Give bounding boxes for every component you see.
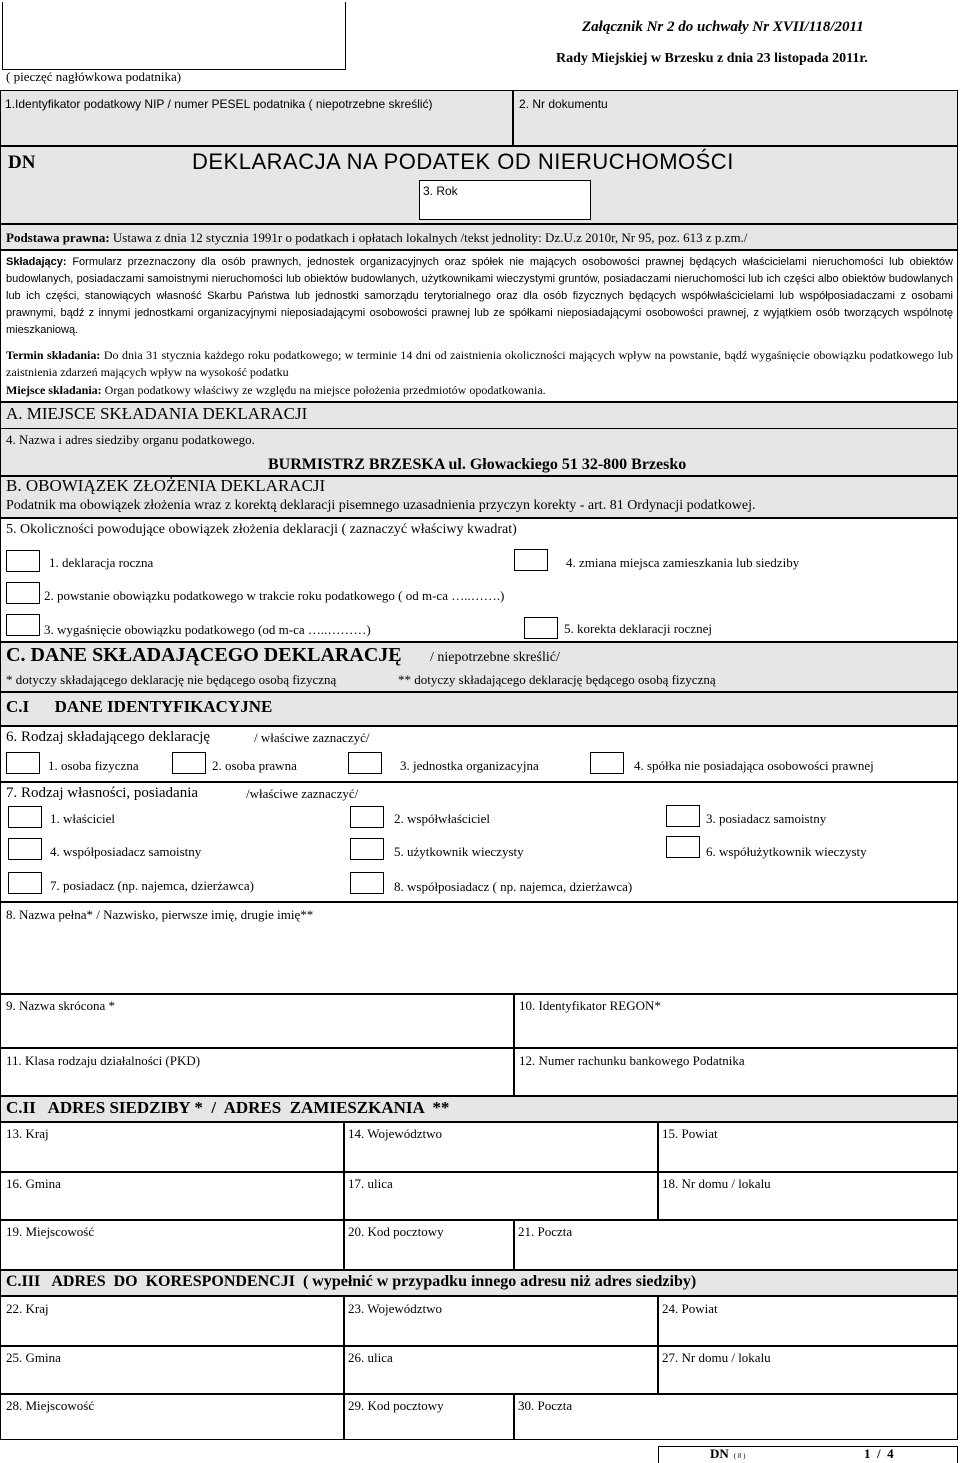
section-a-title-line — [0, 428, 958, 429]
field8-label: 8. Nazwa pełna* / Nazwisko, pierwsze imię, drugie imię** — [6, 907, 314, 922]
field25-label: 25. Gmina — [6, 1350, 61, 1365]
f7-opt6-checkbox[interactable] — [666, 836, 700, 858]
field21-post-office[interactable] — [514, 1220, 958, 1270]
field16-label: 16. Gmina — [6, 1176, 61, 1191]
year-label: 3. Rok — [423, 184, 458, 198]
option3-checkbox[interactable] — [6, 614, 40, 636]
field13-label: 13. Kraj — [6, 1126, 49, 1141]
f7-opt5-label: 5. użytkownik wieczysty — [394, 844, 524, 859]
footer-box — [658, 1446, 958, 1463]
option5-label: 5. korekta deklaracji rocznej — [564, 621, 712, 636]
footer-form-code — [710, 1446, 745, 1462]
ciii-title: C.III ADRES DO KORESPONDENCJI ( wypełnić w przypadku innego adresu niż adres siedziby) — [6, 1273, 697, 1290]
field14-label: 14. Województwo — [348, 1126, 443, 1141]
field30-label: 30. Poczta — [518, 1398, 573, 1413]
f7-opt1-checkbox[interactable] — [8, 806, 42, 828]
stamp-label: ( pieczęć nagłówkowa podatnika) — [6, 69, 182, 84]
annex-line2: Rady Miejskiej w Brzesku z dnia 23 listopada 2011r. — [556, 51, 868, 66]
field26-label: 26. ulica — [348, 1350, 393, 1365]
option3-label: 3. wygaśnięcie obowiązku podatkowego (od m-ca …..………) — [44, 622, 371, 637]
f6-opt4-label: 4. spółka nie posiadająca osobowości prawnej — [634, 758, 874, 773]
section-c-note1: * dotyczy składającego deklarację nie będącego osobą fizyczną — [6, 672, 337, 687]
f7-opt2-label: 2. współwłaściciel — [394, 811, 491, 826]
field9-label: 9. Nazwa skrócona * — [6, 998, 116, 1013]
field10-label: 10. Identyfikator REGON* — [519, 998, 661, 1013]
authority-name: BURMISTRZ BRZESKA ul. Głowackiego 51 32-800 Brzesko — [268, 456, 687, 473]
ci-title: C.I DANE IDENTYFIKACYJNE — [6, 697, 273, 716]
dn-label: DN — [8, 152, 36, 173]
cii-title: C.II ADRES SIEDZIBY * / ADRES ZAMIESZKANIA ** — [6, 1098, 450, 1117]
deadline-paragraph — [6, 347, 953, 381]
field24-label: 24. Powiat — [662, 1301, 718, 1316]
field12-label: 12. Numer rachunku bankowego Podatnika — [519, 1053, 745, 1068]
f7-opt3-checkbox[interactable] — [666, 805, 700, 827]
footer-page-number: 1 / 4 — [864, 1446, 894, 1461]
field22-country[interactable] — [0, 1296, 344, 1346]
option5-checkbox[interactable] — [524, 617, 558, 639]
field17-label: 17. ulica — [348, 1176, 393, 1191]
section-c-title-note: / niepotrzebne skreślić/ — [430, 650, 560, 665]
section-c-note2: ** dotyczy składającego deklarację będącego osobą fizyczną — [398, 672, 716, 687]
filer-paragraph — [6, 254, 953, 339]
field28-label: 28. Miejscowość — [6, 1398, 95, 1413]
deadline-bold: Termin składania: — [6, 348, 101, 362]
f6-opt3-label: 3. jednostka organizacyjna — [400, 758, 539, 773]
option2-label: 2. powstanie obowiązku podatkowego w trakcie roku podatkowego ( od m-ca …..…….) — [44, 588, 505, 603]
annex-line1: Załącznik Nr 2 do uchwały Nr XVII/118/2011 — [582, 19, 864, 35]
place-bold: Miejsce składania: — [6, 383, 102, 397]
footer-code: DN — [710, 1446, 729, 1461]
option4-label: 4. zmiana miejsca zamieszkania lub siedziby — [566, 555, 800, 570]
field7-label: 7. Rodzaj własności, posiadania — [6, 785, 199, 801]
section-a-title: A. MIEJSCE SKŁADANIA DEKLARACJI — [6, 404, 308, 423]
legal-basis-text: Ustawa z dnia 12 stycznia 1991r o podatkach i opłatach lokalnych /tekst jednolity: Dz.U.z 2010r, Nr 95, poz. 613 z p.zm./ — [109, 230, 748, 245]
filer-bold: Składający: — [6, 256, 67, 268]
field29-label: 29. Kod pocztowy — [348, 1398, 444, 1413]
option1-label: 1. deklaracja roczna — [49, 555, 154, 570]
field6-note: / właściwe zaznaczyć/ — [254, 730, 370, 745]
f6-opt4-checkbox[interactable] — [590, 752, 624, 774]
field4-label: 4. Nazwa i adres siedziby organu podatkowego. — [6, 432, 255, 447]
doc-number-label: 2. Nr dokumentu — [519, 97, 608, 111]
legal-basis-bold: Podstawa prawna: — [6, 230, 110, 245]
f6-opt3-checkbox[interactable] — [348, 752, 382, 774]
field19-label: 19. Miejscowość — [6, 1224, 95, 1239]
f7-opt1-label: 1. właściciel — [50, 811, 115, 826]
f7-opt3-label: 3. posiadacz samoistny — [706, 811, 827, 826]
field5-label: 5. Okoliczności powodujące obowiązek złożenia deklaracji ( zaznaczyć właściwy kwadrat) — [6, 522, 517, 537]
footer-code-sub: ( 8 ) — [733, 1452, 746, 1460]
place-paragraph — [6, 383, 546, 397]
f7-opt4-checkbox[interactable] — [8, 838, 42, 860]
place-text: Organ podatkowy właściwy ze względu na miejsce położenia przedmiotów opodatkowania. — [101, 383, 546, 397]
field21-label: 21. Poczta — [518, 1224, 573, 1239]
f7-opt8-label: 8. współposiadacz ( np. najemca, dzierżawca) — [394, 879, 633, 894]
field18-label: 18. Nr domu / lokalu — [662, 1176, 771, 1191]
section-b-title: B. OBOWIĄZEK ZŁOŻENIA DEKLARACJI — [6, 476, 326, 495]
legal-basis — [6, 230, 747, 246]
f7-opt6-label: 6. współużytkownik wieczysty — [706, 844, 867, 859]
field11-label: 11. Klasa rodzaju działalności (PKD) — [6, 1053, 201, 1068]
field15-label: 15. Powiat — [662, 1126, 718, 1141]
stamp-box[interactable] — [2, 2, 346, 70]
section-c-title: C. DANE SKŁADAJĄCEGO DEKLARACJĘ — [6, 644, 402, 666]
nip-pesel-label: 1.Identyfikator podatkowy NIP / numer PESEL podatnika ( niepotrzebne skreślić) — [5, 97, 433, 111]
section-b-note: Podatnik ma obowiązek złożenia wraz z korektą deklaracji pisemnego uzasadnienia przyczyn korekty - art. 81 Ordynacji podatkowej. — [6, 498, 756, 513]
filer-text: Formularz przeznaczony dla osób prawnych, jednostek organizacyjnych oraz spółek nie mających osobowości prawnej będących właścicielami nieruchomości lub obiektów budowlanych, posiadaczami samoistnymi nieruchomości lub obiektów budowlanych, użytkownikami wieczystymi gruntów, posiadaczami nieruchomości lub ich części albo obiektów budowlanych lub ich części, stanowiących własność Skarbu Państwa lub jednostki samorządu terytorialnego oraz dla osób fizycznych będących współwłaścicielami lub współposiadaczami z osobami prawnymi, bądź z innymi jednostkami organizacyjnymi nieposiadającymi osobowości prawnej lub ze spółkami nieposiadającymi osobowości prawnej, z wyjątkiem osób tworzących wspólnotę mieszkaniową. — [6, 256, 953, 336]
option1-checkbox[interactable] — [6, 550, 40, 572]
f6-opt2-label: 2. osoba prawna — [212, 758, 297, 773]
option4-checkbox[interactable] — [514, 549, 548, 571]
f7-opt5-checkbox[interactable] — [350, 838, 384, 860]
option2-checkbox[interactable] — [6, 582, 40, 604]
f7-opt8-checkbox[interactable] — [350, 872, 384, 894]
deadline-text: Do dnia 31 stycznia każdego roku podatkowego; w terminie 14 dni od zaistnienia okoliczności mających wpływ na powstanie, bądź wygaśnięcie obowiązku podatkowego lub zaistnienia zdarzeń mających wpływ na wysokość podatku — [6, 348, 953, 379]
field30-post-office[interactable] — [514, 1394, 958, 1440]
field23-label: 23. Województwo — [348, 1301, 443, 1316]
field7-note: /właściwe zaznaczyć/ — [246, 786, 359, 801]
f7-opt4-label: 4. współposiadacz samoistny — [50, 844, 202, 859]
field6-label: 6. Rodzaj składającego deklarację — [6, 729, 211, 745]
f7-opt2-checkbox[interactable] — [350, 806, 384, 828]
field20-label: 20. Kod pocztowy — [348, 1224, 444, 1239]
f6-opt2-checkbox[interactable] — [172, 752, 206, 774]
f6-opt1-label: 1. osoba fizyczna — [48, 758, 139, 773]
f7-opt7-checkbox[interactable] — [8, 872, 42, 894]
field27-label: 27. Nr domu / lokalu — [662, 1350, 771, 1365]
f7-opt7-label: 7. posiadacz (np. najemca, dzierżawca) — [50, 878, 254, 893]
field13-country[interactable] — [0, 1122, 344, 1172]
f6-opt1-checkbox[interactable] — [6, 752, 40, 774]
field22-label: 22. Kraj — [6, 1301, 49, 1316]
form-title: DEKLARACJA NA PODATEK OD NIERUCHOMOŚCI — [192, 149, 734, 174]
